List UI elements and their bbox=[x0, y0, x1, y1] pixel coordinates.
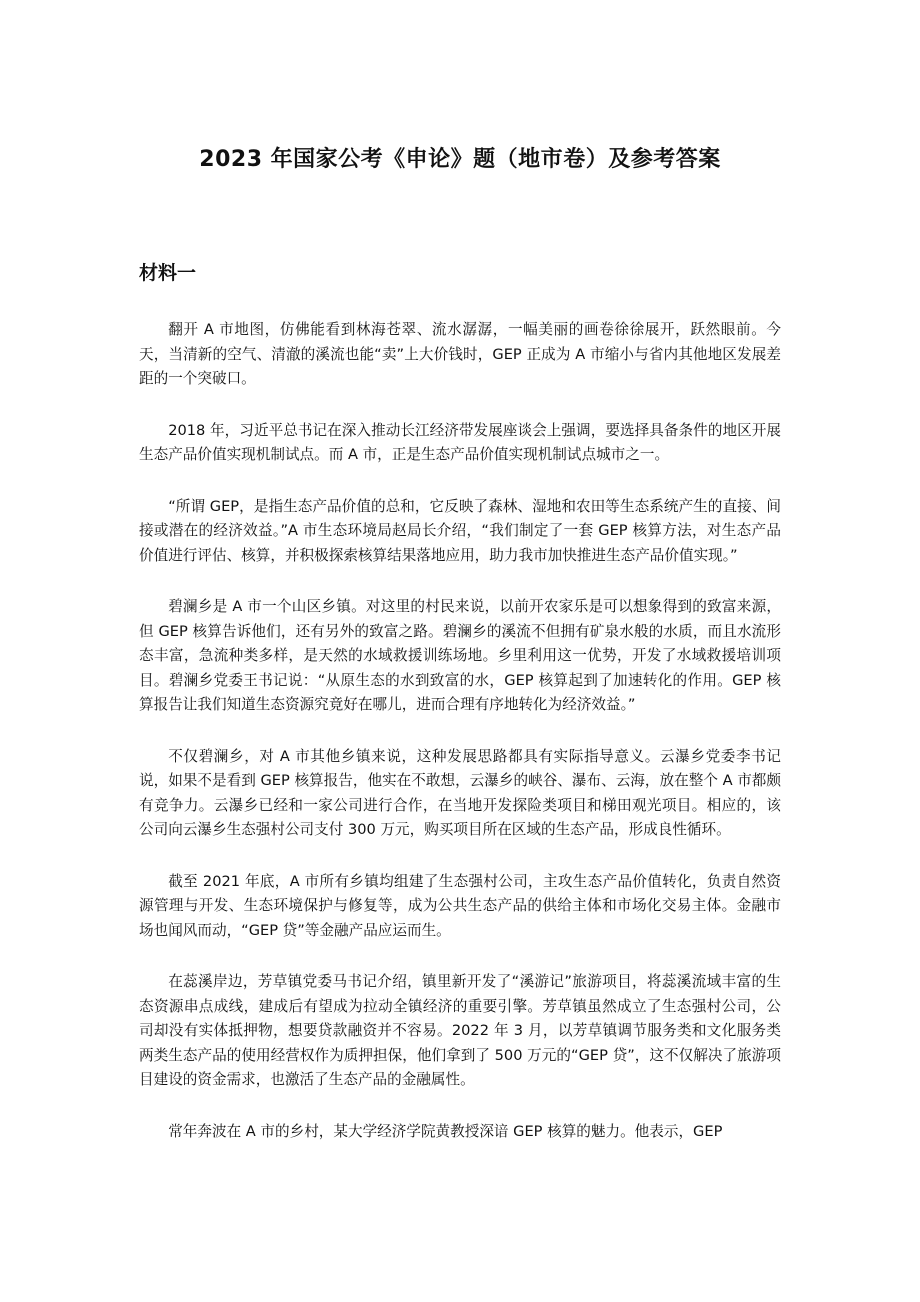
paragraph: 2018 年，习近平总书记在深入推动长江经济带发展座谈会上强调，要选择具备条件的地区开展生态产品价值实现机制试点。而 A 市，正是生态产品价值实现机制试点城市之一。 bbox=[139, 421, 781, 463]
paragraph: 不仅碧澜乡，对 A 市其他乡镇来说，这种发展思路都具有实际指导意义。云瀑乡党委李书记说，如果不是看到 GEP 核算报告，他实在不敢想，云瀑乡的峡谷、瀑布、云海，放在整个 A 市都颇有竞争力。云瀑乡已经和一家公司进行合作，在当地开发探险类项目和梯田观光项目。相应的，该公司向云瀑乡生态强村公司支付 300 万元，购买项目所在区域的生态产品，形成良性循环。 bbox=[139, 747, 781, 838]
document-title: 2023 年国家公考《申论》题（地市卷）及参考答案 bbox=[199, 147, 721, 172]
paragraph: 翻开 A 市地图，仿佛能看到林海苍翠、流水潺潺，一幅美丽的画卷徐徐展开，跃然眼前。今天，当清新的空气、清澈的溪流也能“卖”上大价钱时，GEP 正成为 A 市缩小与省内其他地区发展差距的一个突破口。 bbox=[139, 321, 781, 387]
document-body bbox=[139, 318, 781, 1171]
paragraph: 碧澜乡是 A 市一个山区乡镇。对这里的村民来说，以前开农家乐是可以想象得到的致富来源，但 GEP 核算告诉他们，还有另外的致富之路。碧澜乡的溪流不但拥有矿泉水般的水质，而且水流形态丰富，急流种类多样，是天然的水域救援训练场地。乡里利用这一优势，开发了水域救援培训项目。碧澜乡党委王书记说：“从原生态的水到致富的水，GEP 核算起到了加速转化的作用。GEP 核算报告让我们知道生态资源究竟好在哪儿，进而合理有序地转化为经济效益。” bbox=[139, 598, 781, 713]
paragraph: 常年奔波在 A 市的乡村，某大学经济学院黄教授深谙 GEP 核算的魅力。他表示，GEP bbox=[168, 1122, 723, 1140]
paragraph: “所谓 GEP，是指生态产品价值的总和，它反映了森林、湿地和农田等生态系统产生的直接、间接或潜在的经济效益。”A 市生态环境局赵局长介绍，“我们制定了一套 GEP 核算方法，对生态产品价值进行评估、核算，并积极探索核算结果落地应用，助力我市加快推进生态产品价值实现。” bbox=[139, 497, 781, 564]
paragraph: 截至 2021 年底，A 市所有乡镇均组建了生态强村公司，主攻生态产品价值转化，负责自然资源管理与开发、生态环境保护与修复等，成为公共生态产品的供给主体和市场化交易主体。金融市场也闻风而动，“GEP 贷”等金融产品应运而生。 bbox=[139, 872, 781, 939]
section-heading: 材料一 bbox=[139, 262, 197, 284]
paragraph: 在蕊溪岸边，芳草镇党委马书记介绍，镇里新开发了“溪游记”旅游项目，将蕊溪流域丰富的生态资源串点成线，建成后有望成为拉动全镇经济的重要引擎。芳草镇虽然成立了生态强村公司，公司却没有实体抵押物，想要贷款融资并不容易。2022 年 3 月，以芳草镇调节服务类和文化服务类两类生态产品的使用经营权作为质押担保，他们拿到了 500 万元的“GEP 贷”，这不仅解决了旅游项目建设的资金需求，也激活了生态产品的金融属性。 bbox=[139, 973, 781, 1088]
